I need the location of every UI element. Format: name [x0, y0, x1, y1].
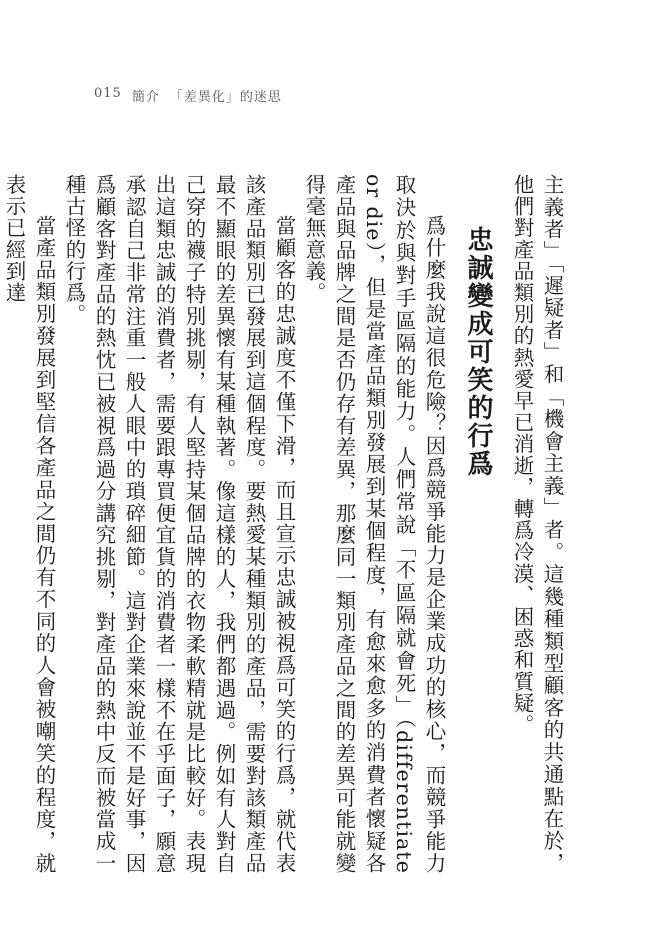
- chapter-title: 「差異化」的迷思: [169, 90, 282, 105]
- running-head: [94, 86, 282, 105]
- paragraph: 當產品類別發展到堅信各產品之間仍有不同的人會被嘲笑的程度，就表示已經到達: [2, 174, 56, 874]
- paragraph-continued: 主義者」「遲疑者」和「機會主義」者。這幾種類型顧客的共通點在於，他們對產品類別的熱愛早已消逝，轉爲冷漠、困惑和質疑。: [510, 174, 564, 874]
- section-heading: 忠誠變成可笑的行爲: [463, 226, 493, 478]
- section-label: 簡介: [131, 90, 160, 105]
- paragraph: 當顧客的忠誠度不僅下滑，而且宣示忠誠被視爲可笑的行爲，就代表該產品類別已發展到這個程度。要熱愛某種類別的產品，需要對該類產品最不顯眼的差異懷有某種執著。像這樣的人，我們都遇過。例如有人對自己穿的襪子特別挑剔，有人堅持某個品牌的衣物柔軟精就是比較好。表現出這類忠誠的消費者，需要跟專買便宜貨的消費者一樣不在乎面子，願意承認自己非常注重一般人眼中的瑣碎細節。這對企業來說並不是好事，因爲顧客對產品的熱忱已被視爲過分講究挑剔，對產品的熱中反而被當成一種古怪的行爲。: [62, 174, 296, 874]
- vertical-body-text: [2, 174, 567, 874]
- page-number: 015: [94, 86, 122, 101]
- paragraph: 爲什麼我說這很危險？因爲競爭能力是企業成功的核心，而競爭能力取決於與對手區隔的能力。人們常說「不區隔就會死」（differentiate or die），但是當產品類別發展到某個程度，有愈來愈多的消費者懷疑各產品與品牌之間是否仍存有差異，那麼同一類別產品之間的差異可能就變得毫無意義。: [302, 174, 446, 874]
